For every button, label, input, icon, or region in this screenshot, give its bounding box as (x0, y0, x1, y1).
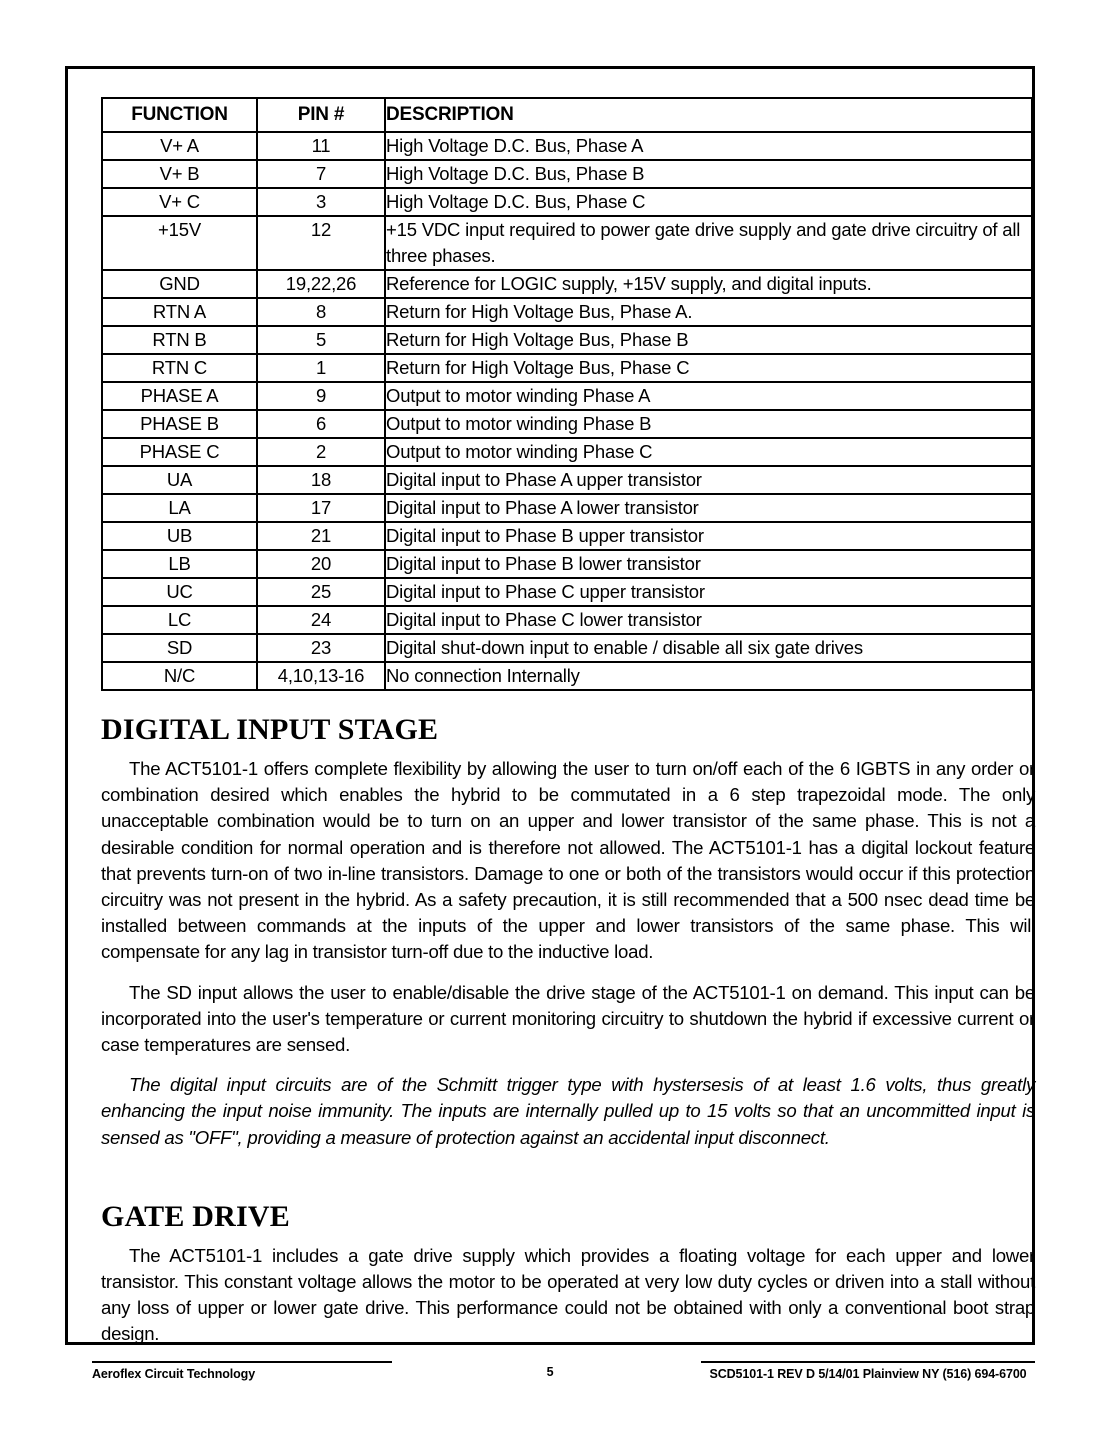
table-body (102, 132, 1032, 690)
table-row (102, 662, 1032, 690)
paragraph-gate-drive-1: The ACT5101-1 includes a gate drive supply which provides a floating voltage for each upper and lower transistor. This constant voltage allows the motor to be operated at very low duty cycles or driven into a stall without any loss of upper or lower gate drive. This performance could not be obtained with only a conventional boot strap design. (101, 1244, 1035, 1345)
cell-function: V+ B (102, 160, 257, 188)
footer-page-number: 5 (546, 1365, 554, 1379)
cell-description: High Voltage D.C. Bus, Phase B (385, 160, 1032, 188)
footer-company-name: Aeroflex Circuit Technology (92, 1361, 392, 1382)
table-row (102, 298, 1032, 326)
cell-function: LA (102, 494, 257, 522)
cell-function: PHASE C (102, 438, 257, 466)
cell-description: Digital input to Phase C lower transistor (385, 606, 1032, 634)
page-footer (65, 1353, 1035, 1383)
cell-pin-number: 2 (257, 438, 385, 466)
cell-pin-number: 25 (257, 578, 385, 606)
cell-pin-number: 19,22,26 (257, 270, 385, 298)
cell-pin-number: 1 (257, 354, 385, 382)
cell-function: V+ A (102, 132, 257, 160)
table-row (102, 438, 1032, 466)
cell-description: High Voltage D.C. Bus, Phase A (385, 132, 1032, 160)
table-row (102, 270, 1032, 298)
table-row (102, 326, 1032, 354)
table-row (102, 354, 1032, 382)
cell-pin-number: 24 (257, 606, 385, 634)
section-heading-digital-input-stage: DIGITAL INPUT STAGE (101, 713, 439, 746)
cell-function: +15V (102, 216, 257, 270)
cell-description: Return for High Voltage Bus, Phase B (385, 326, 1032, 354)
cell-function: RTN B (102, 326, 257, 354)
column-header-description: DESCRIPTION (385, 98, 1032, 132)
cell-description: Digital input to Phase A upper transistor (385, 466, 1032, 494)
cell-description: Reference for LOGIC supply, +15V supply, and digital inputs. (385, 270, 1032, 298)
cell-description: Return for High Voltage Bus, Phase C (385, 354, 1032, 382)
table-row (102, 188, 1032, 216)
footer-document-reference: SCD5101-1 REV D 5/14/01 Plainview NY (516) 694-6700 (701, 1361, 1035, 1382)
cell-pin-number: 3 (257, 188, 385, 216)
cell-description: No connection Internally (385, 662, 1032, 690)
table-row (102, 578, 1032, 606)
cell-function: LC (102, 606, 257, 634)
cell-pin-number: 23 (257, 634, 385, 662)
table-row (102, 606, 1032, 634)
cell-description: Digital input to Phase C upper transistor (385, 578, 1032, 606)
cell-function: SD (102, 634, 257, 662)
cell-description: Digital input to Phase B upper transistor (385, 522, 1032, 550)
cell-pin-number: 9 (257, 382, 385, 410)
page-border (65, 66, 1035, 1345)
cell-description: +15 VDC input required to power gate drive supply and gate drive circuitry of all three phases. (385, 216, 1032, 270)
paragraph-digital-input-3: The digital input circuits are of the Schmitt trigger type with hystersesis of at least 1.6 volts, thus greatly enhancing the input noise immunity. The inputs are internally pulled up to 15 volts so that an uncommitted input is sensed as "OFF", providing a measure of protection against an accidental input disconnect. (101, 1074, 1035, 1148)
cell-pin-number: 5 (257, 326, 385, 354)
cell-pin-number: 6 (257, 410, 385, 438)
cell-description: Output to motor winding Phase B (385, 410, 1032, 438)
table-header-row (102, 98, 1032, 132)
cell-pin-number: 20 (257, 550, 385, 578)
cell-description: Digital input to Phase A lower transistor (385, 494, 1032, 522)
paragraph-digital-input-1: The ACT5101-1 offers complete flexibility by allowing the user to turn on/off each of the 6 IGBTS in any order or combination desired which enables the hybrid to be commutated in a 6 step trapezoidal mode. The only unacceptable combination would be to turn on an upper and lower transistor of the same phase. This is not a desirable condition for normal operation and is therefore not allowed. The ACT5101-1 has a digital lockout feature that prevents turn-on of two in-line transistors. Damage to one or both of the transistors would occur if this protection circuitry was not present in the hybrid. As a safety precaution, it is still recommended that a 500 nsec dead time be installed between commands at the inputs of the upper and lower transistors of the same phase. This will compensate for any lag in transistor turn-off due to the inductive load. (101, 758, 1035, 963)
cell-pin-number: 7 (257, 160, 385, 188)
cell-pin-number: 8 (257, 298, 385, 326)
cell-function: UB (102, 522, 257, 550)
table-row (102, 550, 1032, 578)
column-header-function: FUNCTION (102, 98, 257, 132)
column-header-pin: PIN # (257, 98, 385, 132)
cell-description: Digital shut-down input to enable / disable all six gate drives (385, 634, 1032, 662)
cell-description: Digital input to Phase B lower transistor (385, 550, 1032, 578)
cell-pin-number: 4,10,13-16 (257, 662, 385, 690)
cell-function: PHASE A (102, 382, 257, 410)
cell-function: LB (102, 550, 257, 578)
cell-function: RTN A (102, 298, 257, 326)
cell-function: V+ C (102, 188, 257, 216)
table-row (102, 382, 1032, 410)
cell-pin-number: 18 (257, 466, 385, 494)
table-row (102, 494, 1032, 522)
table-row (102, 466, 1032, 494)
cell-description: Return for High Voltage Bus, Phase A. (385, 298, 1032, 326)
cell-function: RTN C (102, 354, 257, 382)
paragraph-digital-input-2: The SD input allows the user to enable/disable the drive stage of the ACT5101-1 on demand. This input can be incorporated into the user's temperature or current monitoring circuitry to shutdown the hybrid if excessive current or case temperatures are sensed. (101, 981, 1035, 1056)
cell-pin-number: 12 (257, 216, 385, 270)
cell-function: GND (102, 270, 257, 298)
table-row (102, 522, 1032, 550)
cell-function: PHASE B (102, 410, 257, 438)
cell-function: N/C (102, 662, 257, 690)
page-content (101, 97, 1035, 1348)
pin-function-table (101, 97, 1033, 691)
table-row (102, 160, 1032, 188)
cell-pin-number: 11 (257, 132, 385, 160)
table-row (102, 132, 1032, 160)
cell-pin-number: 17 (257, 494, 385, 522)
table-row (102, 216, 1032, 270)
table-row (102, 410, 1032, 438)
cell-description: High Voltage D.C. Bus, Phase C (385, 188, 1032, 216)
cell-description: Output to motor winding Phase C (385, 438, 1032, 466)
cell-function: UC (102, 578, 257, 606)
section-heading-gate-drive: GATE DRIVE (101, 1199, 290, 1233)
table-row (102, 634, 1032, 662)
cell-function: UA (102, 466, 257, 494)
cell-description: Output to motor winding Phase A (385, 382, 1032, 410)
cell-pin-number: 21 (257, 522, 385, 550)
